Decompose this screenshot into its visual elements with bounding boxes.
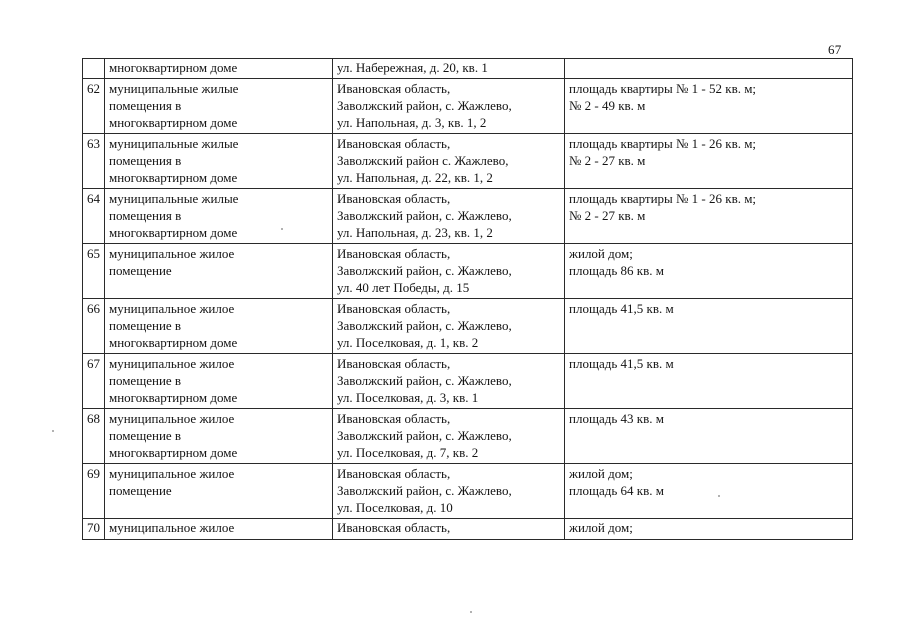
object-address-line: Ивановская область, (337, 246, 451, 261)
object-characteristics (565, 464, 853, 519)
object-name-line: помещение (109, 483, 172, 498)
object-address-line: Заволжский район, с. Жажлево, (337, 428, 512, 443)
object-address-line: ул. Поселковая, д. 3, кв. 1 (337, 390, 479, 405)
object-address-line: Ивановская область, (337, 520, 451, 535)
object-name-line: помещение (109, 263, 172, 278)
object-address-line: ул. Поселковая, д. 1, кв. 2 (337, 335, 479, 350)
table-row (83, 59, 853, 79)
table-row (83, 519, 853, 540)
row-number: 67 (83, 354, 105, 409)
object-address-line: ул. Набережная, д. 20, кв. 1 (337, 60, 488, 75)
row-number: 68 (83, 409, 105, 464)
object-name (105, 519, 333, 540)
object-name-line: многоквартирном доме (109, 115, 238, 130)
object-name-line: муниципальные жилые (109, 191, 239, 206)
object-address (333, 464, 565, 519)
object-address (333, 409, 565, 464)
object-address-line: Заволжский район, с. Жажлево, (337, 208, 512, 223)
object-name-line: помещение в (109, 373, 182, 388)
object-address-line: Ивановская область, (337, 81, 451, 96)
object-characteristics-line: площадь 43 кв. м (569, 411, 664, 426)
object-address-line: Ивановская область, (337, 356, 451, 371)
row-number: 65 (83, 244, 105, 299)
property-table (82, 58, 853, 540)
object-name (105, 189, 333, 244)
object-address-line: Заволжский район, с. Жажлево, (337, 98, 512, 113)
object-name (105, 134, 333, 189)
object-characteristics-line: жилой дом; (569, 520, 633, 535)
table-row (83, 79, 853, 134)
object-name (105, 354, 333, 409)
object-characteristics (565, 354, 853, 409)
object-address-line: Заволжский район, с. Жажлево, (337, 373, 512, 388)
scan-speck (470, 611, 472, 613)
scan-speck (281, 228, 283, 230)
object-characteristics-line: жилой дом; (569, 246, 633, 261)
object-name-line: многоквартирном доме (109, 60, 238, 75)
table-row (83, 299, 853, 354)
object-characteristics (565, 134, 853, 189)
object-name-line: муниципальное жилое (109, 520, 235, 535)
object-address-line: Ивановская область, (337, 136, 451, 151)
object-name-line: помещение в (109, 428, 182, 443)
object-address-line: Заволжский район, с. Жажлево, (337, 263, 512, 278)
object-characteristics (565, 189, 853, 244)
object-address-line: Ивановская область, (337, 411, 451, 426)
object-address-line: ул. Поселковая, д. 10 (337, 500, 453, 515)
object-address-line: Заволжский район с. Жажлево, (337, 153, 509, 168)
object-name-line: многоквартирном доме (109, 390, 238, 405)
object-characteristics (565, 519, 853, 540)
object-name (105, 244, 333, 299)
object-name-line: муниципальное жилое (109, 356, 235, 371)
table-row (83, 464, 853, 519)
object-address-line: ул. Напольная, д. 22, кв. 1, 2 (337, 170, 493, 185)
object-characteristics (565, 409, 853, 464)
object-address (333, 354, 565, 409)
row-number: 62 (83, 79, 105, 134)
object-characteristics (565, 299, 853, 354)
object-characteristics-line: площадь 86 кв. м (569, 263, 664, 278)
table-row (83, 244, 853, 299)
object-address-line: ул. 40 лет Победы, д. 15 (337, 280, 470, 295)
object-address (333, 519, 565, 540)
object-name-line: муниципальное жилое (109, 411, 235, 426)
object-address-line: Заволжский район, с. Жажлево, (337, 318, 512, 333)
object-characteristics-line: площадь квартиры № 1 - 52 кв. м; (569, 81, 757, 96)
object-name-line: муниципальные жилые (109, 136, 239, 151)
object-name-line: многоквартирном доме (109, 225, 238, 240)
object-name (105, 409, 333, 464)
object-name-line: многоквартирном доме (109, 335, 238, 350)
object-name-line: муниципальное жилое (109, 466, 235, 481)
object-characteristics-line: площадь 41,5 кв. м (569, 356, 674, 371)
object-address-line: ул. Поселковая, д. 7, кв. 2 (337, 445, 479, 460)
object-name-line: помещения в (109, 208, 182, 223)
scan-speck (52, 430, 54, 432)
object-address-line: Ивановская область, (337, 466, 451, 481)
row-number: 66 (83, 299, 105, 354)
object-characteristics-line: площадь 41,5 кв. м (569, 301, 674, 316)
object-characteristics-line: площадь квартиры № 1 - 26 кв. м; (569, 191, 757, 206)
object-address-line: ул. Напольная, д. 3, кв. 1, 2 (337, 115, 487, 130)
object-characteristics-line: площадь квартиры № 1 - 26 кв. м; (569, 136, 757, 151)
page-number: 67 (828, 42, 842, 57)
object-name-line: муниципальное жилое (109, 301, 235, 316)
object-address-line: ул. Напольная, д. 23, кв. 1, 2 (337, 225, 493, 240)
table-row (83, 409, 853, 464)
object-address (333, 189, 565, 244)
row-number: 64 (83, 189, 105, 244)
object-name-line: помещение в (109, 318, 182, 333)
object-address-line: Заволжский район, с. Жажлево, (337, 483, 512, 498)
table-row (83, 134, 853, 189)
object-name (105, 79, 333, 134)
object-address (333, 79, 565, 134)
table-row (83, 189, 853, 244)
object-address-line: Ивановская область, (337, 301, 451, 316)
object-address (333, 134, 565, 189)
object-name-line: многоквартирном доме (109, 445, 238, 460)
row-number: 69 (83, 464, 105, 519)
object-name-line: помещения в (109, 153, 182, 168)
object-name (105, 59, 333, 79)
object-address (333, 299, 565, 354)
table-row (83, 354, 853, 409)
object-name-line: помещения в (109, 98, 182, 113)
table-body (83, 59, 853, 540)
object-characteristics-line: № 2 - 49 кв. м (569, 98, 646, 113)
object-address (333, 59, 565, 79)
object-name-line: многоквартирном доме (109, 170, 238, 185)
row-number: 70 (83, 519, 105, 540)
object-characteristics-line: жилой дом; (569, 466, 633, 481)
object-name (105, 299, 333, 354)
object-characteristics (565, 244, 853, 299)
object-characteristics-line: № 2 - 27 кв. м (569, 153, 646, 168)
object-name (105, 464, 333, 519)
object-address (333, 244, 565, 299)
scan-speck (718, 495, 720, 497)
object-characteristics (565, 59, 853, 79)
object-address-line: Ивановская область, (337, 191, 451, 206)
row-number: 63 (83, 134, 105, 189)
object-characteristics-line: площадь 64 кв. м (569, 483, 664, 498)
row-number (83, 59, 105, 79)
object-name-line: муниципальные жилые (109, 81, 239, 96)
object-characteristics-line: № 2 - 27 кв. м (569, 208, 646, 223)
object-characteristics (565, 79, 853, 134)
object-name-line: муниципальное жилое (109, 246, 235, 261)
